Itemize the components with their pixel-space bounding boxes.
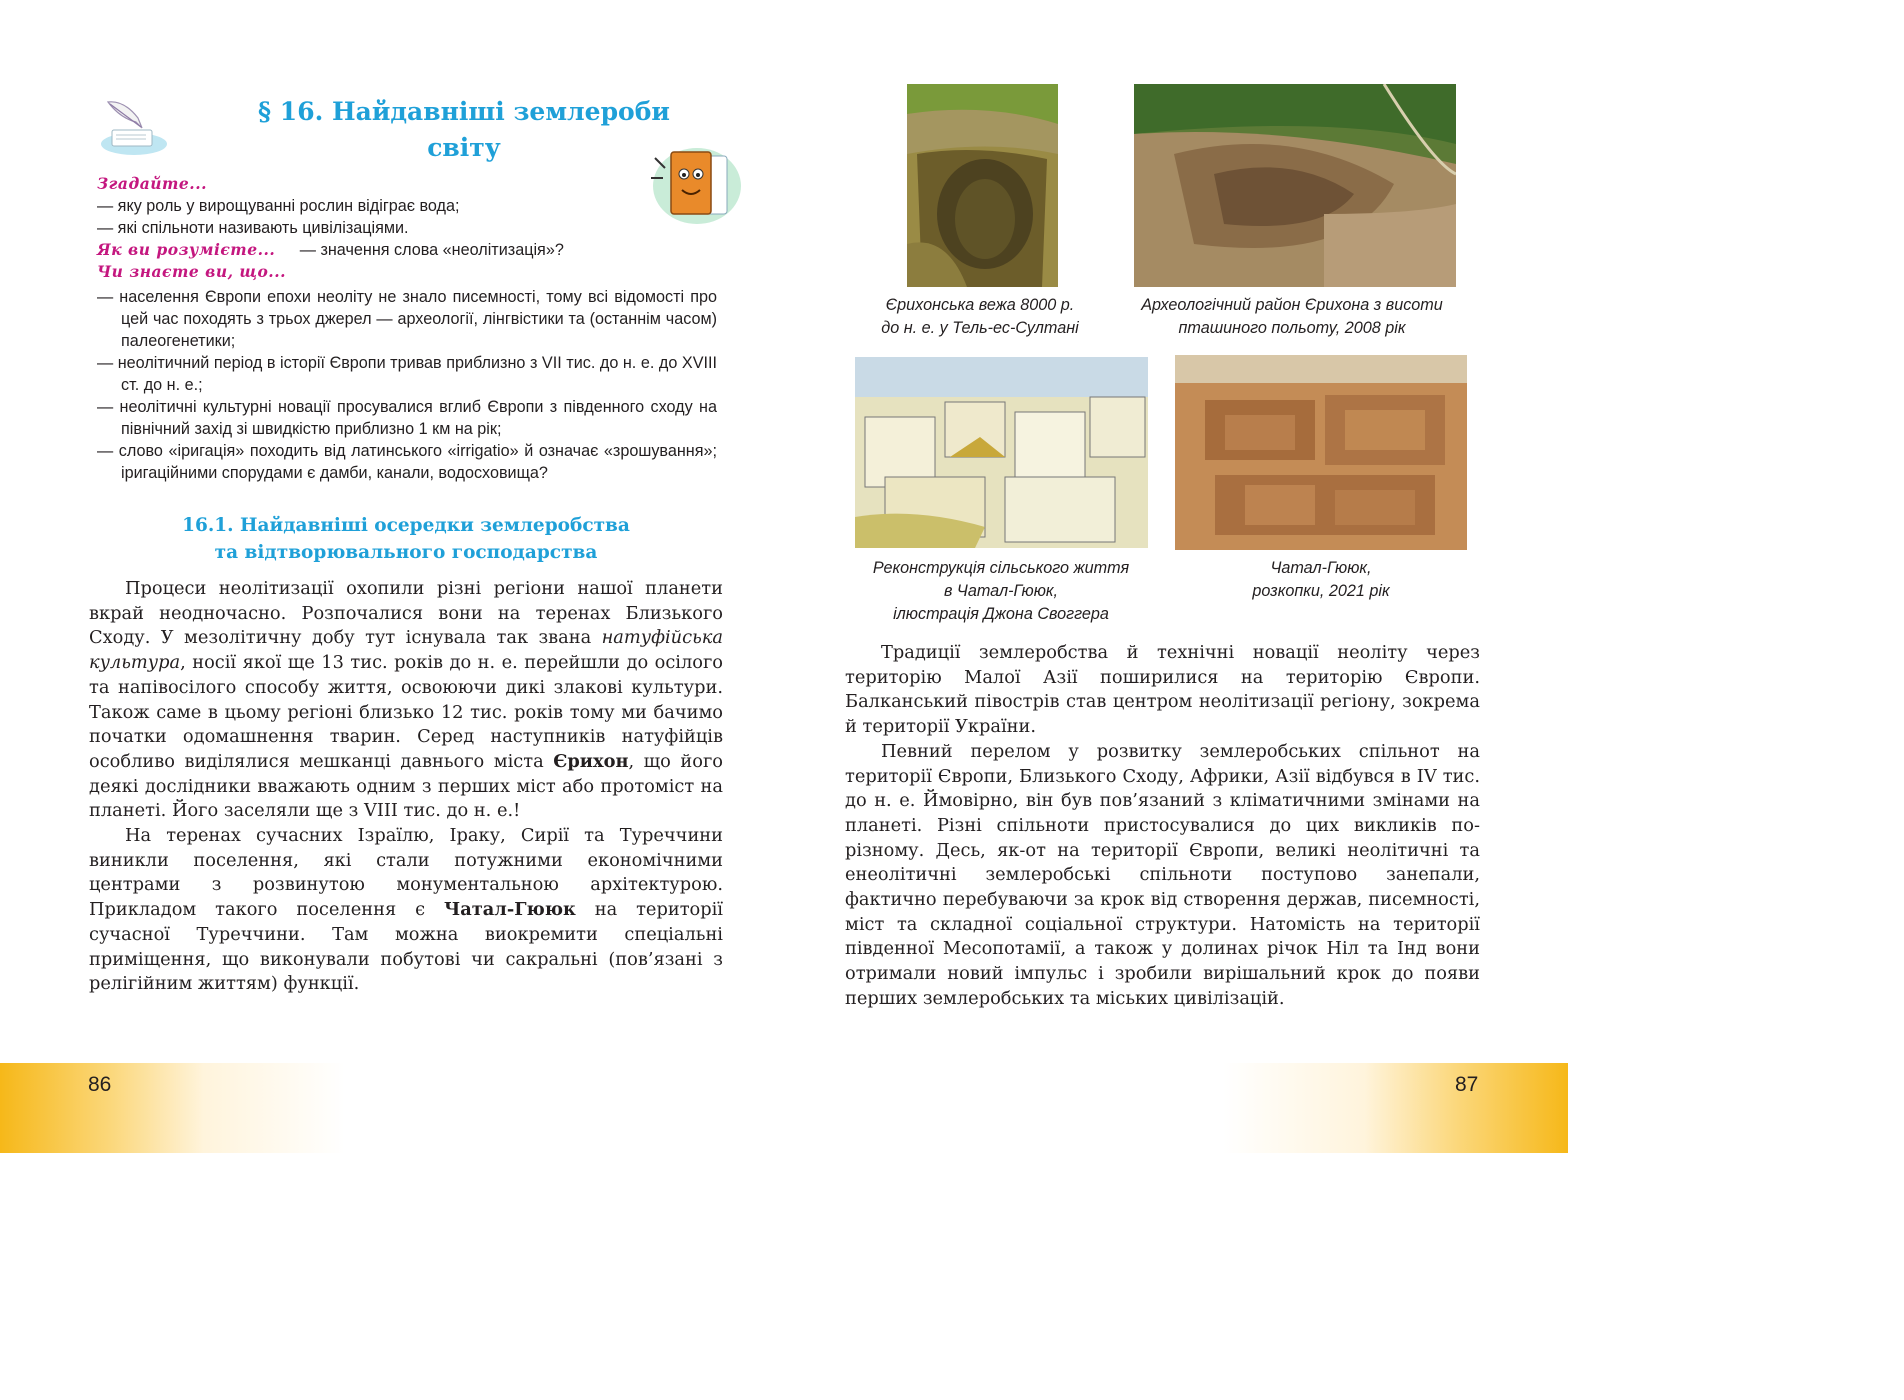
section-title-line2: світу <box>427 133 501 162</box>
catalhuyuk-excavation-image <box>1175 355 1467 550</box>
left-body-text <box>89 577 723 997</box>
page-number-left: 86 <box>88 1073 112 1096</box>
paragraph: Традиції землеробства й технічні новації неоліту через територію Малої Азії поширилися на територію Європи. Балканський півострів став центром неолітизації регіону, зокрема й території України. <box>845 642 1480 738</box>
catalhuyuk-reconstruction-image <box>855 357 1148 548</box>
jericho-tower-image <box>907 84 1058 287</box>
subheading-line1: 16.1. Найдавніші осередки землеробства <box>182 515 630 536</box>
know-item: — неолітичний період в історії Європи тривав приблизно з VII тис. до н. е. до XVIII ст. до н. е.; <box>97 354 717 394</box>
know-item: — неолітичні культурні новації просувалися вглиб Європи з південного сходу на північний захід зі швидкістю приблизно 1 км на рік; <box>97 398 717 438</box>
remember-item: — яку роль у вирощуванні рослин відіграє вода; <box>97 197 460 215</box>
caption-jericho-tower: Єрихонська вежа 8000 р. до н. е. у Тель-ес-Султані <box>881 296 1079 337</box>
know-item: — населення Європи епохи неоліту не знало писемності, тому всі відомості про цей час походять з трьох джерел — археології, лінгвістики та (останнім часом) палеогенетики; <box>97 288 717 350</box>
remember-item: — які спільноти називають цивілізаціями. <box>97 219 409 237</box>
page-number-right: 87 <box>1455 1073 1479 1096</box>
section-title-line1: § 16. Найдавніші землероби <box>258 97 670 126</box>
remember-heading: Згадайте... <box>97 174 207 193</box>
paragraph: Певний перелом у розвитку землеробських спільнот на території Європи, Близького Сходу, Африки, Азії відбувся в IV тис. до н. е. Ймовірно, він був пов’язаний з кліматичними змінами на планеті. Різні спільноти пристосувалися до цих викликів по-різному. Десь, як-от на території Європи, великі неолітичні та енеолітичні землеробські спільноти поступово занепали, фактично перебуваючи за крок від створення держав, писемності, міст та складної соціальної структури. Натомість на території південної Месопотамії, а також у долинах річок Ніл та Інд вони отримали новий імпульс і зробили вирішальний крок до появи перших землеробських та міських цивілізацій. <box>845 740 1480 1009</box>
section-title <box>234 94 694 166</box>
know-list <box>97 286 717 484</box>
understand-heading: Як ви розумієте... <box>97 240 276 259</box>
remember-block <box>97 173 727 283</box>
know-item: — слово «іригація» походить від латинського «irrigatio» й означає «зрошування»; іригаційними спорудами є дамби, канали, водосховища? <box>97 442 717 482</box>
caption-jericho-aerial: Археологічний район Єрихона з висоти пташиного польоту, 2008 рік <box>1141 296 1443 337</box>
understand-text: — значення слова «неолітизація»? <box>299 241 564 259</box>
paragraph: Процеси неолітизації охопили різні регіони нашої планети вкрай неодночасно. Розпочалися вони на теренах Близького Сходу. У мезолітичну добу тут існувала так звана натуфійська культура, носії якої ще 13 тис. років до н. е. перейшли до осілого та напівосілого способу життя, освоюючи дикі злакові культури. Також саме в цьому регіоні близько 12 тис. років тому ми бачимо початки одомашнення тварин. Серед наступників натуфійців особливо виділялися мешканці давнього міста Єрихон, що його деякі дослідники вважають одним з перших міст або протоміст на планеті. Його заселяли ще з VIII тис. до н. е.! <box>89 578 723 822</box>
subheading <box>146 512 666 566</box>
right-body-text <box>845 641 1480 1012</box>
term-catalhuyuk: Чатал-Гююк <box>443 899 576 921</box>
jericho-aerial-image <box>1134 84 1456 287</box>
term-natufian: натуфійська культура <box>89 627 723 674</box>
paragraph: На теренах сучасних Ізраїлю, Іраку, Сирії та Туреччини виникли поселення, які стали потужними економічними центрами з розвинутою монументальною архітектурою. Прикладом такого поселення є Чатал-Гююк на території сучасної Туреччини. Там можна виокремити спеціальні приміщення, що виконували побутові чи сакральні (пов’язані з релігійним життям) функції. <box>89 825 723 995</box>
quill-pen-icon <box>98 94 170 158</box>
know-heading: Чи знаєте ви, що... <box>97 262 286 281</box>
page-footer-band <box>0 1063 1568 1153</box>
term-jericho: Єрихон <box>553 750 629 772</box>
caption-catalhuyuk-excavation: Чатал-Гююк, розкопки, 2021 рік <box>1252 559 1390 600</box>
caption-catalhuyuk-reconstruction: Реконструкція сільського життя в Чатал-Гююк, ілюстрація Джона Своггера <box>872 559 1130 623</box>
subheading-line2: та відтворювального господарства <box>214 542 598 563</box>
